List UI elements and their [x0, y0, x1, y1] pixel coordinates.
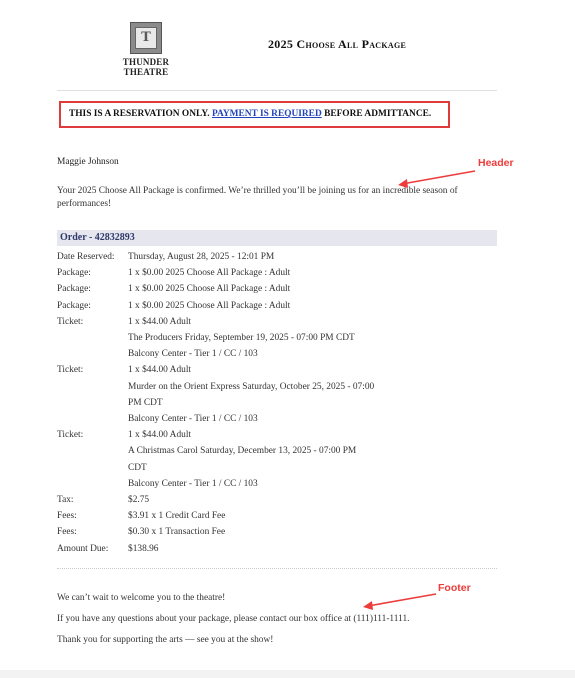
page-title: 2025 Choose All Package	[268, 37, 407, 51]
order-row-value: PM CDT	[128, 397, 163, 408]
order-row-value: 1 x $0.00 2025 Choose All Package : Adult	[128, 284, 291, 295]
order-row-label: Ticket:	[57, 316, 84, 327]
order-row-value: $3.91 x 1 Credit Card Fee	[128, 511, 226, 522]
order-row-value: $0.30 x 1 Transaction Fee	[128, 527, 226, 538]
order-row-label: Date Reserved:	[57, 252, 115, 262]
order-row-value: Balcony Center - Tier 1 / CC / 103	[128, 349, 258, 360]
order-title: Order - 42832893	[60, 232, 135, 243]
header-annotation-label: Header	[478, 157, 514, 169]
order-row-label: Tax:	[57, 495, 74, 506]
order-row-value: Balcony Center - Tier 1 / CC / 103	[128, 414, 258, 425]
payment-required-link[interactable]: PAYMENT IS REQUIRED	[211, 109, 322, 119]
header-arrow-icon	[398, 171, 475, 188]
order-row-label: Ticket:	[57, 430, 84, 441]
order-row-value: 1 x $44.00 Adult	[128, 316, 192, 327]
order-row-value: Murder on the Orient Express Saturday, October 25, 2025 - 07:00	[128, 381, 375, 392]
order-row-value: Balcony Center - Tier 1 / CC / 103	[128, 478, 258, 489]
order-row-value: CDT	[128, 462, 147, 473]
order-row-label: Package:	[57, 268, 91, 279]
order-row-value: A Christmas Carol Saturday, December 13, 2025 - 07:00 PM	[128, 446, 357, 457]
footer-arrow-icon	[363, 594, 436, 610]
logo-letter: T	[135, 27, 157, 49]
order-row-value: The Producers Friday, September 19, 2025 - 07:00 PM CDT	[128, 333, 355, 344]
order-row-label: Amount Due:	[57, 543, 109, 554]
intro-message: Your 2025 Choose All Package is confirmed. We’re thrilled you’ll be joining us for an incredible season of performances!	[57, 186, 458, 209]
order-row-value: 1 x $44.00 Adult	[128, 365, 192, 376]
order-row-value: 1 x $0.00 2025 Choose All Package : Adult	[128, 268, 291, 279]
bottom-edge	[0, 670, 575, 678]
order-row-value: 1 x $0.00 2025 Choose All Package : Adult	[128, 300, 291, 311]
order-row-label: Fees:	[57, 527, 77, 538]
order-row-label: Fees:	[57, 511, 77, 522]
order-row-label: Package:	[57, 284, 91, 295]
footer-annotation-label: Footer	[438, 582, 471, 594]
notice-prefix: THIS IS A RESERVATION ONLY.	[69, 109, 212, 119]
order-row-label: Package:	[57, 300, 91, 311]
logo-text: THUNDER THEATRE	[122, 57, 170, 77]
footer-line-welcome: We can’t wait to welcome you to the theatre!	[57, 593, 226, 603]
footer-line-contact: If you have any questions about your package, please contact our box office at (111)111-1111.	[57, 614, 410, 624]
notice-suffix: BEFORE ADMITTANCE.	[321, 109, 432, 119]
order-row-label: Ticket:	[57, 365, 84, 376]
order-row-value: $2.75	[128, 495, 150, 506]
footer-line-thanks: Thank you for supporting the arts — see you at the show!	[57, 635, 274, 645]
order-row-value: Thursday, August 28, 2025 - 12:01 PM	[128, 252, 275, 262]
order-row-value: $138.96	[128, 543, 159, 554]
order-row-value: 1 x $44.00 Adult	[128, 430, 192, 441]
customer-name: Maggie Johnson	[57, 157, 119, 167]
